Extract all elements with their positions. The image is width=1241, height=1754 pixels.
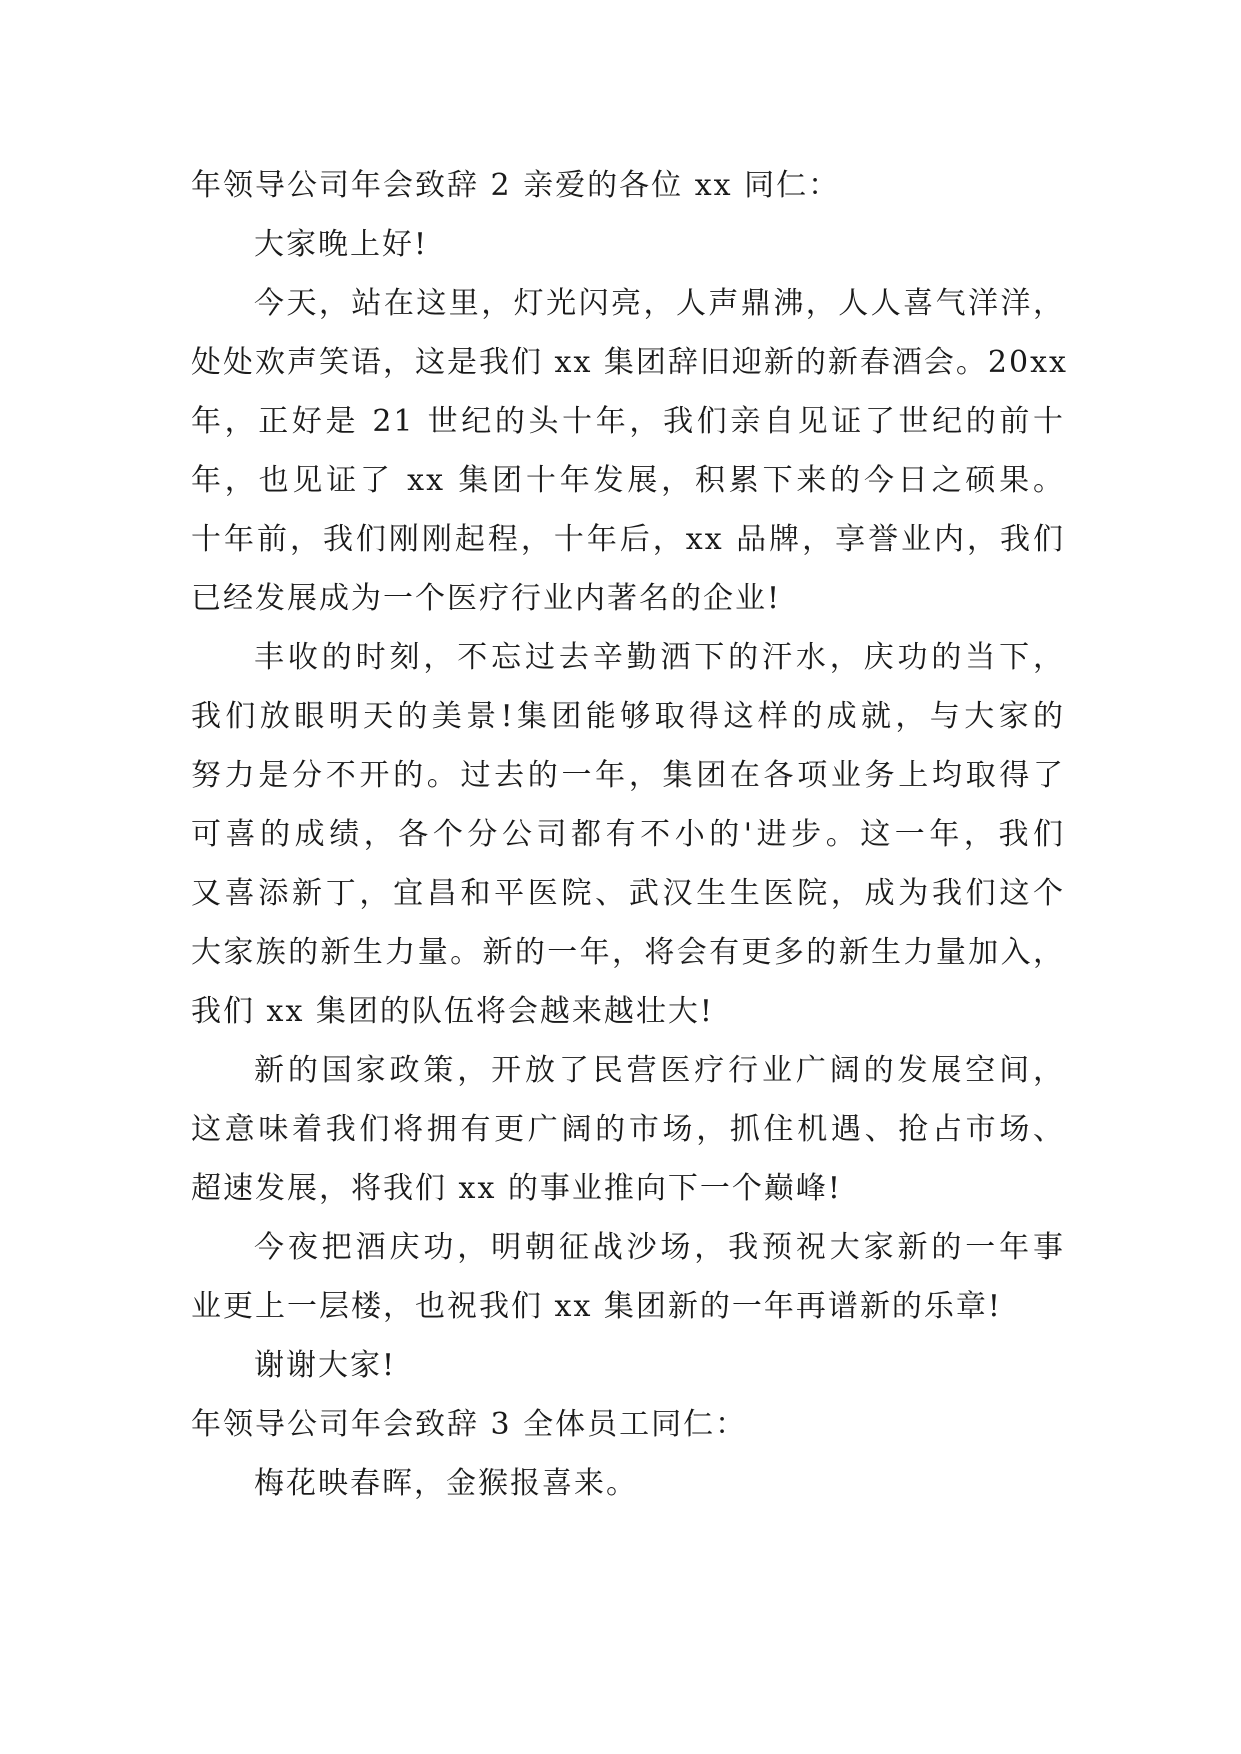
paragraph-line: 今夜把酒庆功，明朝征战沙场，我预祝大家新的一年事 [254,1230,1065,1265]
paragraph-line: 已经发展成为一个医疗行业内著名的企业! [191,581,782,616]
paragraph-line: 年，也见证了 xx 集团十年发展，积累下来的今日之硕果。 [191,463,1065,498]
paragraph-line: 十年前，我们刚刚起程，十年后，xx 品牌，享誉业内，我们 [191,522,1065,557]
paragraph-line: 新的国家政策，开放了民营医疗行业广阔的发展空间， [254,1053,1065,1088]
paragraph-line: 大家晚上好! [254,227,429,262]
paragraph-line: 业更上一层楼，也祝我们 xx 集团新的一年再谱新的乐章! [191,1289,1002,1324]
paragraph-line: 我们放眼明天的美景!集团能够取得这样的成就，与大家的 [191,699,1065,734]
paragraph-line: 这意味着我们将拥有更广阔的市场，抓住机遇、抢占市场、 [191,1112,1065,1147]
section-heading: 年领导公司年会致辞 2 亲爱的各位 xx 同仁： [191,168,841,203]
paragraph-line: 处处欢声笑语，这是我们 xx 集团辞旧迎新的新春酒会。20xx [191,345,1068,380]
paragraph-line: 超速发展，将我们 xx 的事业推向下一个巅峰! [191,1171,842,1206]
paragraph-line: 大家族的新生力量。新的一年，将会有更多的新生力量加入， [191,935,1065,970]
paragraph-line: 可喜的成绩，各个分公司都有不小的'进步。这一年，我们 [191,817,1065,852]
paragraph-line: 努力是分不开的。过去的一年，集团在各项业务上均取得了 [191,758,1065,793]
paragraph-line: 今天，站在这里，灯光闪亮，人声鼎沸，人人喜气洋洋， [254,286,1065,321]
paragraph-line: 丰收的时刻，不忘过去辛勤洒下的汗水，庆功的当下， [254,640,1065,675]
paragraph-line: 梅花映春晖，金猴报喜来。 [254,1466,638,1501]
paragraph-line: 谢谢大家! [254,1348,397,1383]
paragraph-line: 我们 xx 集团的队伍将会越来越壮大! [191,994,714,1029]
document-body [191,156,1068,1513]
paragraph-line: 年，正好是 21 世纪的头十年，我们亲自见证了世纪的前十 [191,404,1065,439]
paragraph-line: 又喜添新丁，宜昌和平医院、武汉生生医院，成为我们这个 [191,876,1065,911]
section-heading: 年领导公司年会致辞 3 全体员工同仁： [191,1407,748,1442]
